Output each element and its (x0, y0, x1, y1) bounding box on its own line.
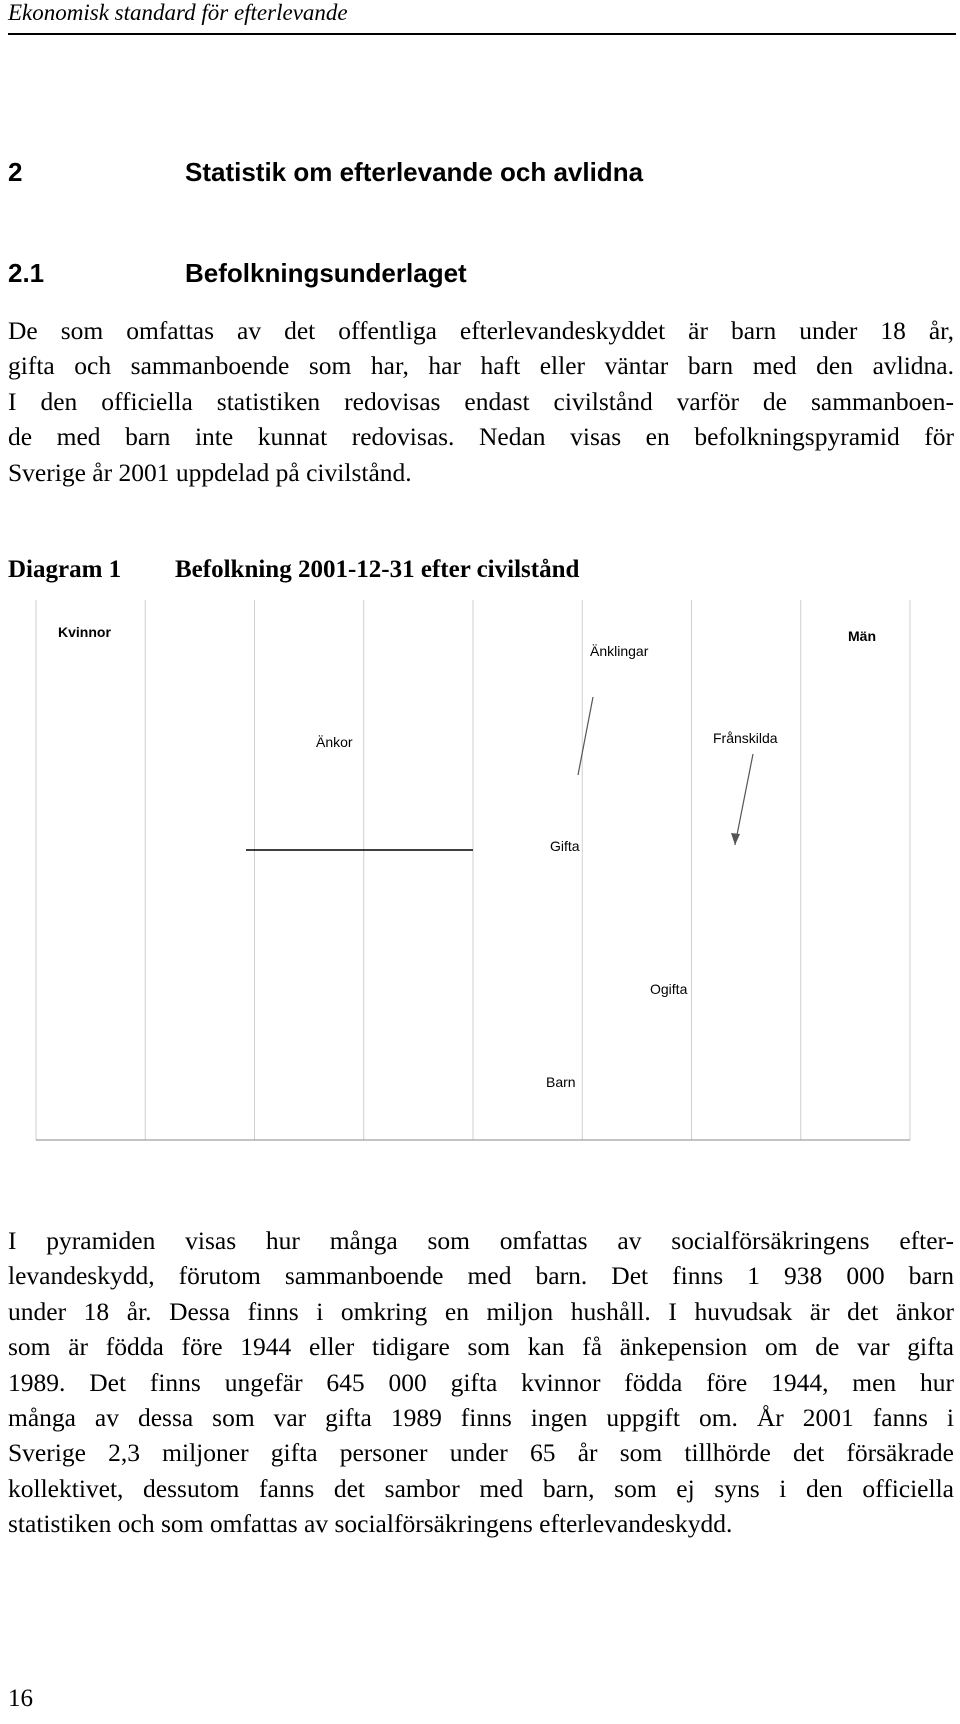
gifta-label: Gifta (550, 838, 580, 854)
franskilda-pointer-arrowhead (731, 833, 740, 845)
text-line: 1989. Det finns ungefär 645 000 gifta kvinnor födda före 1944, men hur (8, 1367, 954, 1397)
running-head: Ekonomisk standard för efterlevande (8, 0, 348, 25)
chart-gridlines (36, 600, 910, 1140)
section-number: 2.1 (8, 258, 45, 288)
text-line: statistiken och som omfattas av socialförsäkringens efterlevandeskydd. (8, 1509, 733, 1539)
franskilda-pointer (735, 754, 753, 845)
ankor-label: Änkor (316, 734, 353, 750)
text-line: de med barn inte kunnat redovisas. Nedan visas en befolkningspyramid för (8, 422, 954, 452)
ogifta-label: Ogifta (650, 981, 688, 997)
diagram-title: Befolkning 2001-12-31 efter civilstånd (175, 556, 580, 583)
chapter-heading (8, 157, 643, 188)
page-number: 16 (8, 1685, 33, 1712)
text-line: Sverige 2,3 miljoner gifta personer under 65 år som tillhörde det försäkrade (8, 1438, 954, 1468)
explanation-paragraph (8, 1223, 954, 1542)
text-line: I den officiella statistiken redovisas endast civilstånd varför de sammanboen- (8, 386, 954, 416)
text-line: många av dessa som var gifta 1989 finns ingen uppgift om. År 2001 fanns i (8, 1403, 954, 1433)
intro-paragraph (8, 313, 954, 490)
population-pyramid-chart (0, 600, 960, 1190)
header-rule (8, 33, 956, 35)
text-line: De som omfattas av det offentliga efterlevandeskyddet är barn under 18 år, (8, 316, 954, 345)
text-line: som är födda före 1944 eller tidigare som kan få änkepension om de var gifta (8, 1332, 954, 1362)
chapter-number: 2 (8, 157, 23, 187)
diagram-number: Diagram 1 (8, 556, 122, 583)
anklingar-pointer (578, 697, 593, 775)
women-label: Kvinnor (58, 624, 111, 640)
section-heading (8, 258, 467, 289)
text-line: levandeskydd, förutom sammanboende med barn. Det finns 1 938 000 barn (8, 1261, 954, 1291)
chapter-title: Statistik om efterlevande och avlidna (185, 157, 644, 187)
text-line: kollektivet, dessutom fanns det sambor med barn, som ej syns i den officiella (8, 1473, 954, 1503)
men-label: Män (848, 628, 876, 644)
text-line: Sverige år 2001 uppdelad på civilstånd. (8, 457, 412, 487)
text-line: under 18 år. Dessa finns i omkring en miljon hushåll. I huvudsak är det änkor (8, 1296, 954, 1326)
section-title: Befolkningsunderlaget (185, 258, 467, 288)
text-line: gifta och sammanboende som har, har haft eller väntar barn med den avlidna. (8, 351, 954, 381)
barn-label: Barn (546, 1074, 576, 1090)
text-line: I pyramiden visas hur många som omfattas av socialförsäkringens efter- (8, 1226, 954, 1255)
franskilda-label: Frånskilda (713, 730, 778, 746)
diagram-caption (8, 556, 579, 584)
anklingar-label: Änklingar (590, 643, 649, 659)
